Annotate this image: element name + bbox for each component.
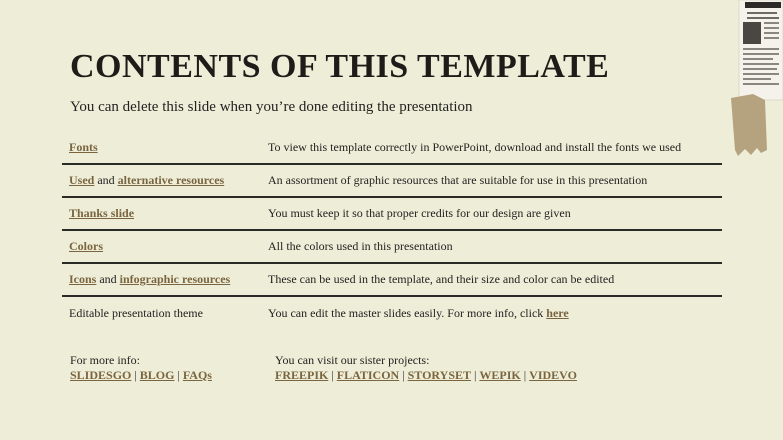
and-text: and (94, 173, 118, 187)
videvo-link[interactable]: VIDEVO (529, 368, 577, 382)
here-link[interactable]: here (546, 306, 569, 320)
wepik-link[interactable]: WEPIK (479, 368, 521, 382)
edit-master-text: You can edit the master slides easily. For more info, click (268, 306, 547, 320)
table-row (62, 297, 722, 330)
thanks-slide-link[interactable]: Thanks slide (69, 206, 135, 220)
row-description: These can be used in the template, and their size and color can be edited (268, 272, 615, 286)
footer-more-info (70, 353, 212, 383)
colors-link[interactable]: Colors (69, 239, 103, 253)
footer-sister-projects (275, 353, 577, 383)
faqs-link[interactable]: FAQs (182, 368, 212, 382)
blog-link[interactable]: BLOG (139, 368, 175, 382)
row-label (62, 173, 268, 188)
table-row (62, 231, 722, 264)
row-label (62, 206, 268, 221)
row-description: To view this template correctly in PowerPoint, download and install the fonts we used (268, 140, 682, 154)
row-description: You must keep it so that proper credits for our design are given (268, 206, 571, 220)
and-text: and (96, 272, 120, 286)
used-link[interactable]: Used (69, 173, 95, 187)
page-subtitle: You can delete this slide when you’re done editing the presentation (70, 99, 473, 115)
table-row (62, 165, 722, 198)
newspaper-clipping-decoration (731, 0, 783, 160)
icons-link[interactable]: Icons (69, 272, 97, 286)
separator: | (134, 368, 137, 382)
row-description: An assortment of graphic resources that are suitable for use in this presentation (268, 173, 648, 187)
freepik-link[interactable]: FREEPIK (275, 368, 329, 382)
alternative-resources-link[interactable]: alternative resources (117, 173, 225, 187)
separator: | (402, 368, 405, 382)
separator: | (474, 368, 477, 382)
separator: | (331, 368, 334, 382)
storyset-link[interactable]: STORYSET (407, 368, 471, 382)
slidesgo-link[interactable]: SLIDESGO (70, 368, 132, 382)
separator: | (523, 368, 527, 382)
table-row (62, 132, 722, 165)
infographic-resources-link[interactable]: infographic resources (119, 272, 231, 286)
table-row (62, 198, 722, 231)
row-label (62, 140, 268, 155)
page-title: CONTENTS OF THIS TEMPLATE (70, 48, 610, 85)
row-label (62, 272, 268, 287)
row-label (62, 239, 268, 254)
flaticon-link[interactable]: FLATICON (336, 368, 400, 382)
sister-projects-label: You can visit our sister projects: (275, 353, 430, 367)
more-info-label: For more info: (70, 353, 140, 367)
sister-projects-links (275, 368, 577, 383)
contents-table (62, 132, 722, 330)
row-description: All the colors used in this presentation (268, 239, 453, 253)
row-label: Editable presentation theme (69, 306, 203, 320)
table-row (62, 264, 722, 297)
fonts-link[interactable]: Fonts (69, 140, 98, 154)
more-info-links (70, 368, 212, 383)
row-description (268, 306, 722, 321)
separator: | (177, 368, 180, 382)
